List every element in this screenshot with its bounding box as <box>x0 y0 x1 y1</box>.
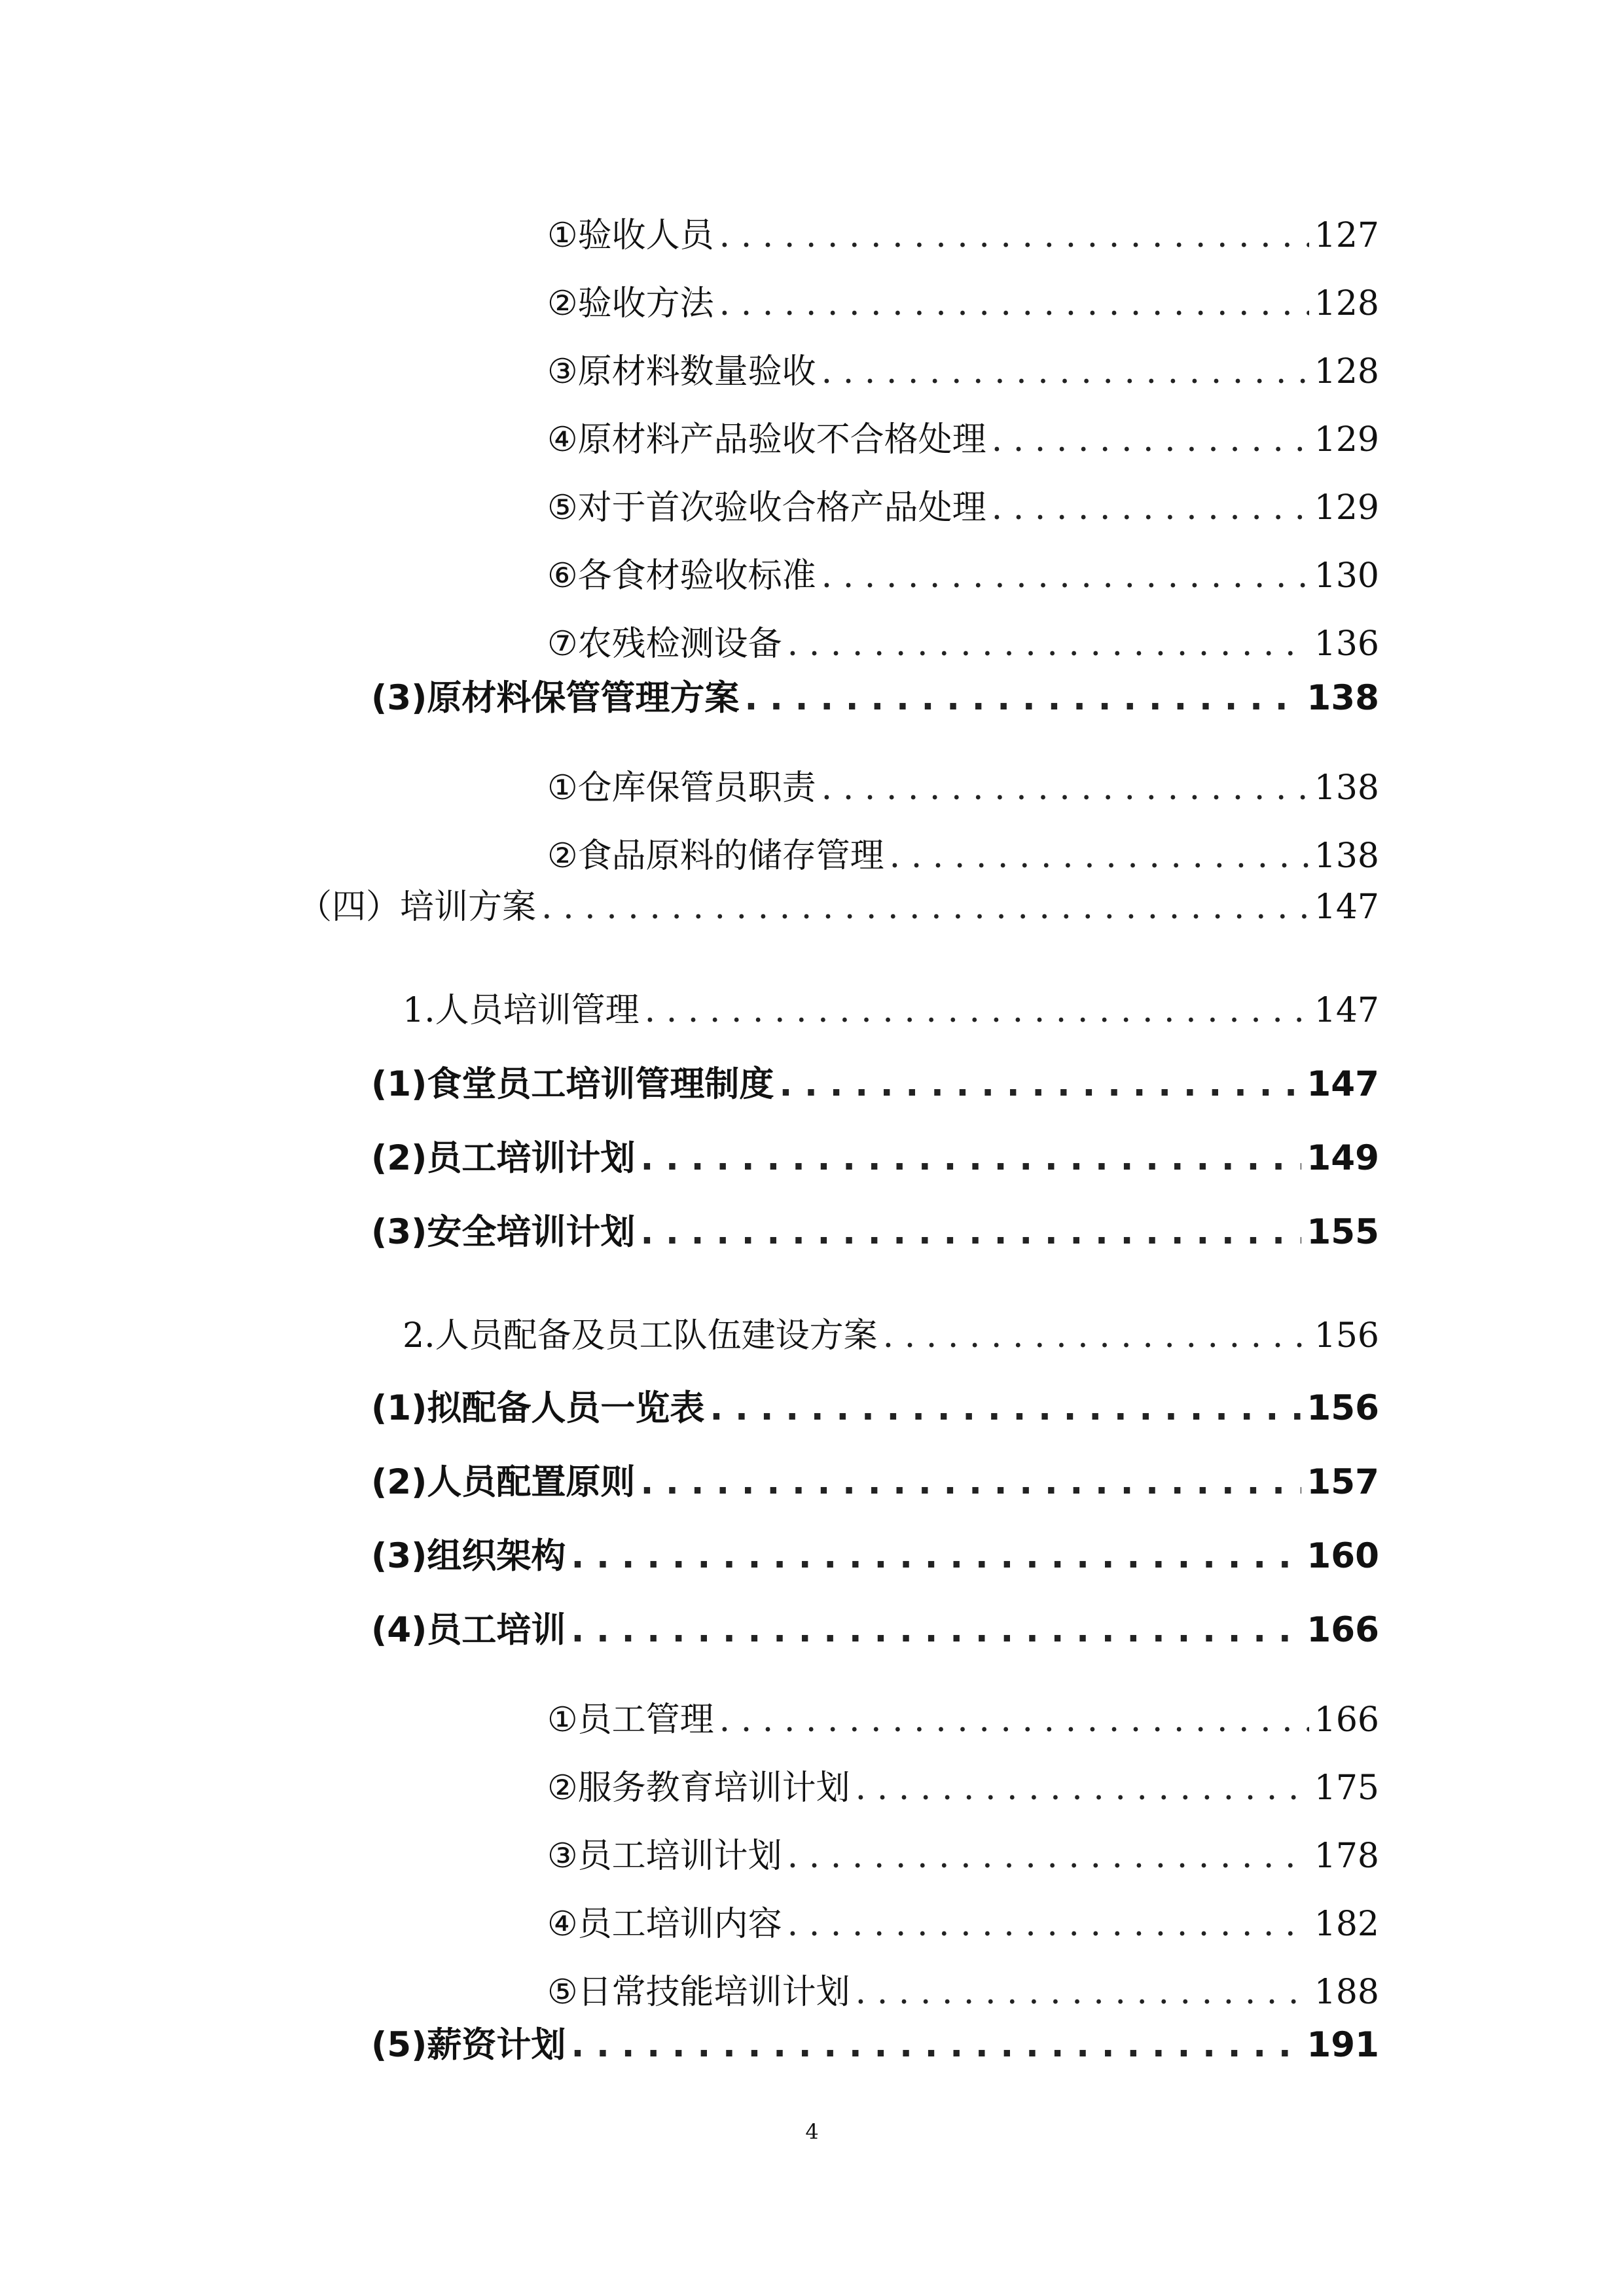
toc-entry[interactable] <box>371 2025 1379 2065</box>
toc-entry-title: 仓库保管员职责 <box>577 768 816 808</box>
toc-entry-number: (2) <box>371 1138 427 1178</box>
toc-entry-title: 员工培训计划 <box>577 1837 782 1876</box>
toc-entry[interactable] <box>547 624 1379 664</box>
toc-entry-title: 原材料数量验收 <box>577 352 816 391</box>
toc-entry-page: 147 <box>1314 888 1379 927</box>
toc-entry-page: 129 <box>1314 488 1379 528</box>
toc-entry[interactable] <box>547 1905 1379 1944</box>
toc-entry-title: 各食材验收标准 <box>577 556 816 596</box>
toc-entry-page: 128 <box>1314 284 1379 323</box>
toc-dot-leader <box>992 491 1309 525</box>
toc-entry-number: (1) <box>371 1064 427 1104</box>
toc-entry-page: 128 <box>1314 352 1379 391</box>
toc-entry-title: 食品原料的储存管理 <box>577 836 884 876</box>
toc-entry-title: 员工管理 <box>577 1700 714 1740</box>
toc-dot-leader <box>787 627 1309 661</box>
toc-entry[interactable] <box>298 888 1379 927</box>
toc-entry-number: ③ <box>547 1837 578 1876</box>
toc-dot-leader <box>883 1319 1309 1353</box>
toc-dot-leader <box>719 1703 1309 1737</box>
toc-dot-leader <box>571 1539 1301 1573</box>
toc-entry[interactable] <box>371 1462 1379 1502</box>
toc-entry-number: ② <box>547 1768 578 1808</box>
toc-entry-number: (3) <box>371 1536 427 1576</box>
toc-entry-title: 原材料保管管理方案 <box>427 678 740 718</box>
toc-dot-leader <box>719 219 1309 253</box>
toc-entry-title: 验收方法 <box>577 284 714 323</box>
toc-entry-title: 对于首次验收合格产品处理 <box>577 488 986 528</box>
toc-entry-page: 157 <box>1307 1462 1379 1502</box>
toc-entry-title: 人员培训管理 <box>435 991 640 1030</box>
toc-entry-number: ⑦ <box>547 624 578 664</box>
toc-dot-leader <box>787 1907 1309 1941</box>
toc-entry-number: ② <box>547 284 578 323</box>
toc-entry[interactable] <box>547 352 1379 391</box>
toc-entry-page: 160 <box>1307 1536 1379 1576</box>
toc-entry-page: 138 <box>1314 768 1379 808</box>
toc-entry-page: 130 <box>1314 556 1379 596</box>
toc-dot-leader <box>890 839 1309 873</box>
toc-entry[interactable] <box>547 1973 1379 2012</box>
page-number: 4 <box>805 2119 819 2144</box>
toc-entry[interactable] <box>547 1768 1379 1808</box>
toc-entry-number: (1) <box>371 1388 427 1428</box>
toc-entry[interactable] <box>547 284 1379 323</box>
toc-entry-page: 138 <box>1307 678 1379 718</box>
toc-entry-title: 食堂员工培训管理制度 <box>427 1064 774 1104</box>
toc-entry-number: ⑤ <box>547 488 578 528</box>
toc-entry-page: 166 <box>1307 1610 1379 1650</box>
toc-entry[interactable] <box>371 678 1379 718</box>
toc-entry-title: 培训方案 <box>400 888 537 927</box>
toc-entry-page: 147 <box>1314 991 1379 1030</box>
toc-dot-leader <box>787 1839 1309 1873</box>
toc-dot-leader <box>645 994 1309 1028</box>
toc-entry[interactable] <box>371 1388 1379 1428</box>
toc-entry-title: 人员配备及员工队伍建设方案 <box>435 1316 878 1355</box>
toc-entry[interactable] <box>547 216 1379 255</box>
toc-entry-number: (5) <box>371 2025 427 2065</box>
toc-entry[interactable] <box>547 420 1379 459</box>
toc-entry-title: 验收人员 <box>577 216 714 255</box>
toc-entry[interactable] <box>547 488 1379 528</box>
toc-entry-page: 127 <box>1314 216 1379 255</box>
toc-entry[interactable] <box>371 1064 1379 1104</box>
toc-entry[interactable] <box>547 556 1379 596</box>
toc-dot-leader <box>821 559 1309 593</box>
toc-entry-number: （四） <box>298 888 401 927</box>
toc-entry-title: 原材料产品验收不合格处理 <box>577 420 986 459</box>
toc-dot-leader <box>744 681 1301 715</box>
toc-dot-leader <box>710 1391 1301 1426</box>
toc-entry-number: (2) <box>371 1462 427 1502</box>
toc-dot-leader <box>640 1141 1301 1175</box>
toc-entry-page: 136 <box>1314 624 1379 664</box>
toc-entry-number: ④ <box>547 1905 578 1944</box>
toc-dot-leader <box>640 1215 1301 1249</box>
toc-entry-number: (3) <box>371 678 427 718</box>
toc-entry-title: 日常技能培训计划 <box>577 1973 850 2012</box>
toc-dot-leader <box>856 1771 1309 1805</box>
toc-entry-page: 138 <box>1314 836 1379 876</box>
toc-entry[interactable] <box>371 1316 1379 1355</box>
toc-entry[interactable] <box>547 1837 1379 1876</box>
toc-entry-page: 155 <box>1307 1212 1379 1252</box>
toc-entry-number: ③ <box>547 352 578 391</box>
toc-entry[interactable] <box>547 1700 1379 1740</box>
toc-dot-leader <box>571 1613 1301 1647</box>
toc-entry[interactable] <box>371 991 1379 1030</box>
toc-entry-number: ② <box>547 836 578 876</box>
toc-entry[interactable] <box>371 1212 1379 1252</box>
toc-entry-page: 147 <box>1307 1064 1379 1104</box>
toc-entry-number: ⑤ <box>547 1973 578 2012</box>
toc-dot-leader <box>719 287 1309 321</box>
toc-entry-title: 组织架构 <box>427 1536 566 1576</box>
toc-entry-title: 薪资计划 <box>427 2025 566 2065</box>
toc-entry[interactable] <box>371 1536 1379 1576</box>
toc-entry-number: ⑥ <box>547 556 578 596</box>
toc-entry-title: 安全培训计划 <box>427 1212 636 1252</box>
toc-entry-page: 166 <box>1314 1700 1379 1740</box>
toc-entry-page: 156 <box>1314 1316 1379 1355</box>
toc-entry-page: 191 <box>1307 2025 1379 2065</box>
toc-entry-page: 175 <box>1314 1768 1379 1808</box>
toc-entry-title: 员工培训计划 <box>427 1138 636 1178</box>
toc-entry-page: 178 <box>1314 1837 1379 1876</box>
toc-entry-title: 人员配置原则 <box>427 1462 636 1502</box>
toc-entry[interactable] <box>371 1138 1379 1178</box>
toc-dot-leader <box>640 1465 1301 1499</box>
toc-entry-number: ① <box>547 216 578 255</box>
toc-dot-leader <box>821 355 1309 389</box>
toc-entry-page: 182 <box>1314 1905 1379 1944</box>
toc-entry-title: 服务教育培训计划 <box>577 1768 850 1808</box>
toc-entry-number: ④ <box>547 420 578 459</box>
toc-entry[interactable] <box>547 768 1379 808</box>
toc-entry[interactable] <box>371 1610 1379 1650</box>
toc-entry-page: 156 <box>1307 1388 1379 1428</box>
toc-dot-leader <box>821 771 1309 805</box>
toc-entry-number: (4) <box>371 1610 427 1650</box>
toc-entry[interactable] <box>547 836 1379 876</box>
toc-entry-title: 农残检测设备 <box>577 624 782 664</box>
toc-entry-page: 149 <box>1307 1138 1379 1178</box>
toc-entry-title: 员工培训 <box>427 1610 566 1650</box>
toc-entry-number: ① <box>547 1700 578 1740</box>
toc-entry-page: 129 <box>1314 420 1379 459</box>
toc-entry-page: 188 <box>1314 1973 1379 2012</box>
toc-dot-leader <box>779 1067 1301 1102</box>
toc-dot-leader <box>856 1975 1309 2009</box>
toc-entry-number: 2. <box>403 1316 435 1355</box>
toc-dot-leader <box>992 423 1309 457</box>
toc-entry-number: ① <box>547 768 578 808</box>
toc-entry-title: 拟配备人员一览表 <box>427 1388 705 1428</box>
toc-entry-title: 员工培训内容 <box>577 1905 782 1944</box>
toc-entry-number: 1. <box>403 991 435 1030</box>
toc-dot-leader <box>541 890 1309 924</box>
toc-entry-number: (3) <box>371 1212 427 1252</box>
toc-dot-leader <box>571 2028 1301 2062</box>
